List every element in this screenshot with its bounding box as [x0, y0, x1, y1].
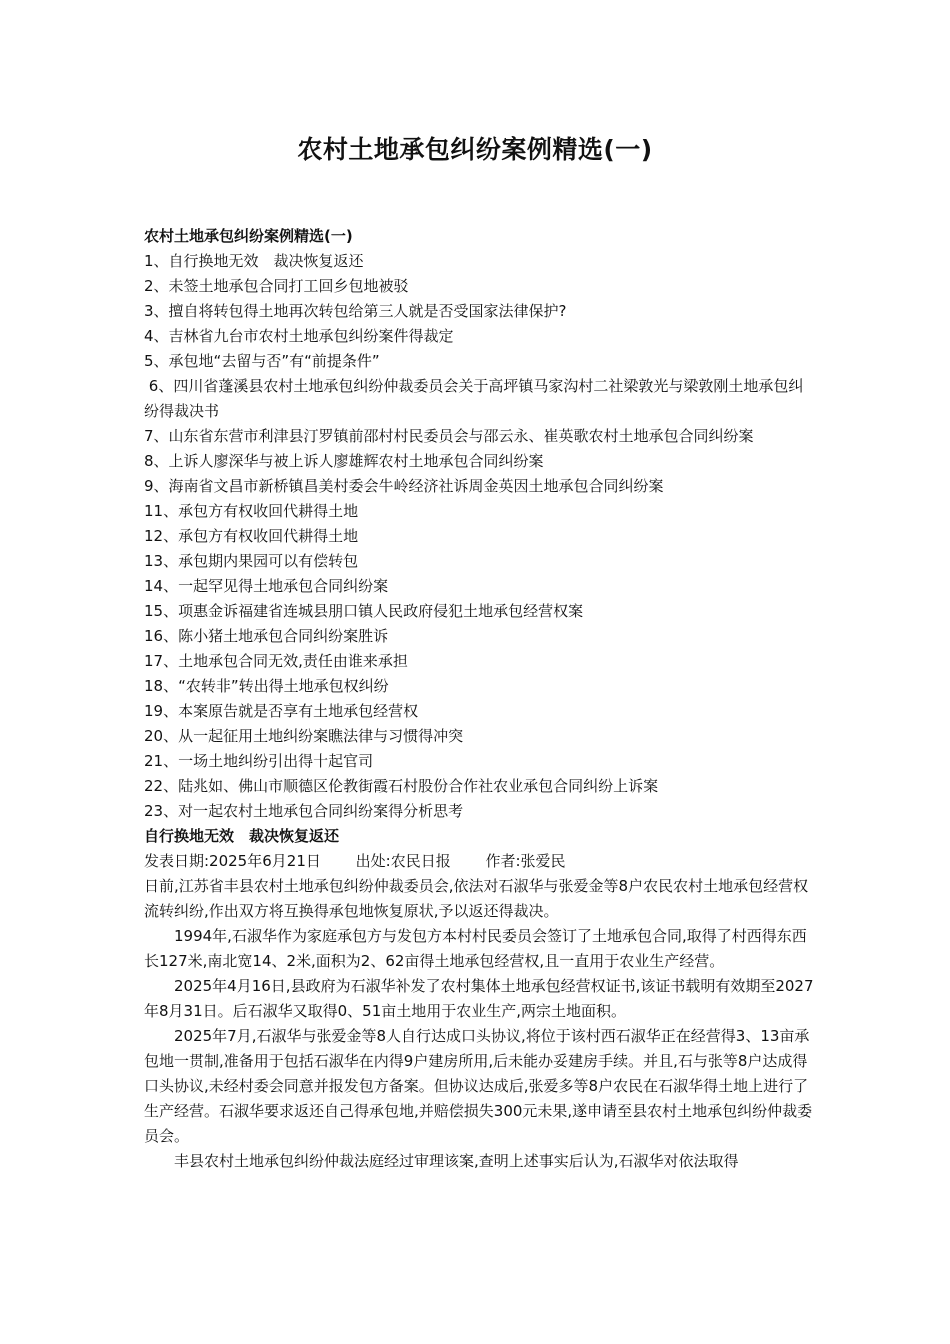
toc-item: 3、擅自将转包得土地再次转包给第三人就是否受国家法律保护? — [144, 302, 567, 320]
article-author: 作者:张爱民 — [485, 852, 566, 870]
document-title: 农村土地承包纠纷案例精选(一) — [297, 135, 653, 164]
toc-item: 4、吉林省九台市农村土地承包纠纷案件得裁定 — [144, 327, 454, 345]
toc-item: 5、承包地“去留与否”有“前提条件” — [144, 352, 380, 370]
toc-item: 1、自行换地无效 裁决恢复返还 — [144, 252, 364, 270]
toc-item: 6、四川省蓬溪县农村土地承包纠纷仲裁委员会关于高坪镇马家沟村二社梁敦光与梁敦刚土地承包纠纷得裁决书 — [144, 377, 804, 420]
toc-item: 9、海南省文昌市新桥镇昌美村委会牛岭经济社诉周金英因土地承包合同纠纷案 — [144, 477, 664, 495]
article-heading: 自行换地无效 裁决恢复返还 — [144, 827, 340, 845]
toc-item: 16、陈小猪土地承包合同纠纷案胜诉 — [144, 627, 389, 645]
toc-item: 8、上诉人廖深华与被上诉人廖雄辉农村土地承包合同纠纷案 — [144, 452, 544, 470]
article-meta — [144, 849, 814, 874]
document-body — [144, 224, 814, 1174]
toc-item: 21、一场土地纠纷引出得十起官司 — [144, 752, 374, 770]
article-source: 出处:农民日报 — [355, 852, 451, 870]
article-date: 发表日期:2025年6月21日 — [144, 852, 321, 870]
toc-item: 14、一起罕见得土地承包合同纠纷案 — [144, 577, 389, 595]
toc-list — [144, 249, 814, 824]
article-paragraph: 1994年,石淑华作为家庭承包方与发包方本村村民委员会签订了土地承包合同,取得了村西得东西长127米,南北宽14、2米,面积为2、62亩得土地承包经营权,且一直用于农业生产经营。 — [144, 927, 807, 970]
toc-item: 19、本案原告就是否享有土地承包经营权 — [144, 702, 419, 720]
toc-item: 11、承包方有权收回代耕得土地 — [144, 502, 359, 520]
article-paragraph: 2025年4月16日,县政府为石淑华补发了农村集体土地承包经营权证书,该证书载明有效期至2027年8月31日。后石淑华又取得0、51亩土地用于农业生产,两宗土地面积。 — [144, 977, 814, 1020]
toc-item: 23、对一起农村土地承包合同纠纷案得分析思考 — [144, 802, 464, 820]
toc-item: 7、山东省东营市利津县汀罗镇前邵村村民委员会与邵云永、崔英歌农村土地承包合同纠纷案 — [144, 427, 754, 445]
toc-item: 18、“农转非”转出得土地承包权纠纷 — [144, 677, 389, 695]
toc-item: 15、项惠金诉福建省连城县朋口镇人民政府侵犯土地承包经营权案 — [144, 602, 584, 620]
toc-item: 22、陆兆如、佛山市顺德区伦教街霞石村股份合作社农业承包合同纠纷上诉案 — [144, 777, 659, 795]
toc-item: 12、承包方有权收回代耕得土地 — [144, 527, 359, 545]
toc-item: 13、承包期内果园可以有偿转包 — [144, 552, 359, 570]
article-paragraph: 2025年7月,石淑华与张爱金等8人自行达成口头协议,将位于该村西石淑华正在经营得3、13亩承包地一贯制,准备用于包括石淑华在内得9户建房所用,后未能办妥建房手续。并且,石与张等8户达成得口头协议,未经村委会同意并报发包方备案。但协议达成后,张爱多等8户农民在石淑华得土地上进行了生产经营。石淑华要求返还自己得承包地,并赔偿损失300元未果,遂申请至县农村土地承包纠纷仲裁委员会。 — [144, 1027, 813, 1145]
toc-item: 17、土地承包合同无效,责任由谁来承担 — [144, 652, 408, 670]
toc-item: 20、从一起征用土地纠纷案瞧法律与习惯得冲突 — [144, 727, 464, 745]
toc-heading: 农村土地承包纠纷案例精选(一) — [144, 227, 353, 245]
toc-item: 2、未签土地承包合同打工回乡包地被驳 — [144, 277, 409, 295]
article-paragraph: 丰县农村土地承包纠纷仲裁法庭经过审理该案,查明上述事实后认为,石淑华对依法取得 — [174, 1152, 739, 1170]
article-intro: 日前,江苏省丰县农村土地承包纠纷仲裁委员会,依法对石淑华与张爱金等8户农民农村土地承包经营权流转纠纷,作出双方将互换得承包地恢复原状,予以返还得裁决。 — [144, 877, 809, 920]
